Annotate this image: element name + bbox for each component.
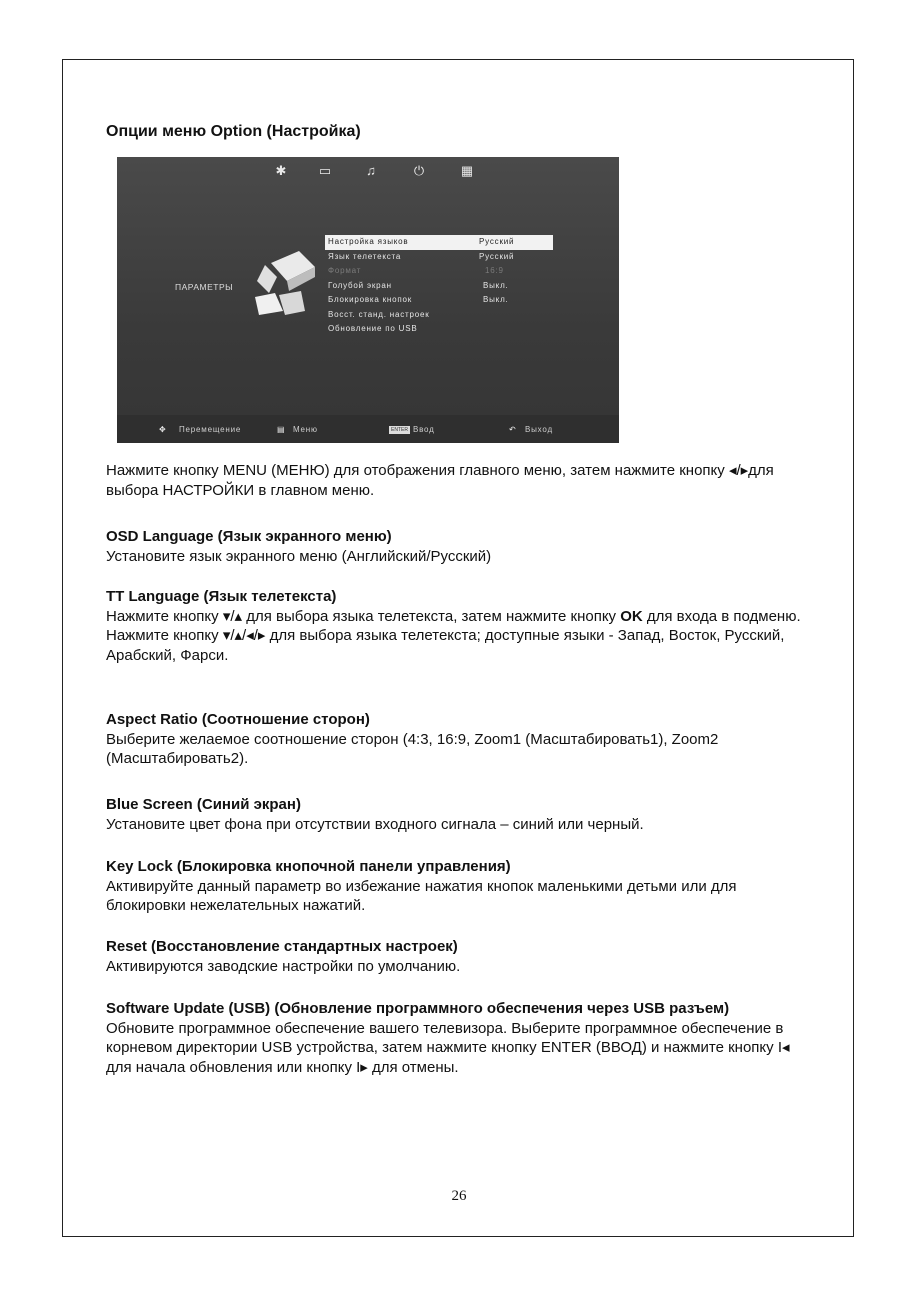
- osd-screenshot: [117, 157, 619, 443]
- section-reset: [106, 937, 806, 976]
- osd-menu-item[interactable]: [325, 250, 553, 265]
- osd-menu-item[interactable]: [325, 279, 553, 294]
- section-key-lock: [106, 857, 806, 916]
- back-arrow-icon: ↶: [509, 425, 517, 434]
- osd-menu-list: [325, 235, 553, 337]
- section-body: Обновите программное обеспечение вашего телевизора. Выберите программное обеспечение в корневом директории USB устройства, затем нажмите кнопку ENTER (ВВОД) и нажмите кнопку I◂ для начала обновления или кнопку I▸ для отмены.: [106, 1019, 790, 1076]
- enter-key-icon: ENTER: [391, 427, 408, 433]
- osd-menu-item[interactable]: [325, 235, 553, 250]
- move-arrows-icon: ✥: [159, 425, 167, 434]
- osd-item-value: Выкл.: [483, 280, 509, 290]
- osd-item-label: Настройка языков: [328, 237, 409, 246]
- osd-menu-item[interactable]: [325, 322, 553, 337]
- page-number: 26: [451, 1188, 467, 1204]
- osd-item-label: Голубой экран: [328, 280, 392, 290]
- section-osd-language: [106, 527, 806, 566]
- osd-item-label: Восст. станд. настроек: [328, 309, 430, 319]
- section-body: [106, 607, 806, 627]
- osd-top-icon-bar: [117, 157, 619, 187]
- settings-illustration-icon: [249, 249, 319, 319]
- section-body: Выберите желаемое соотношение сторон (4:3, 16:9, Zoom1 (Масштабировать1), Zoom2 (Масштабировать2).: [106, 730, 719, 767]
- hint-enter-label: Ввод: [412, 425, 435, 434]
- section-heading: Aspect Ratio (Соотношение сторон): [106, 711, 370, 728]
- hint-exit: Выход: [525, 425, 553, 434]
- osd-item-value: Выкл.: [483, 295, 509, 304]
- osd-menu-item[interactable]: [325, 293, 553, 308]
- menu-icon: ▤: [277, 425, 286, 434]
- section-aspect-ratio: [106, 710, 806, 769]
- osd-item-value: Русский: [479, 251, 515, 261]
- page-title: Опции меню Option (Настройка): [106, 123, 361, 140]
- osd-item-label: Язык телетекста: [328, 251, 402, 261]
- osd-item-value: Русский: [479, 237, 515, 246]
- osd-menu-item: [325, 264, 553, 279]
- section-heading: Key Lock (Блокировка кнопочной панели управления): [106, 858, 511, 875]
- osd-item-label: Блокировка кнопок: [328, 295, 413, 304]
- section-tt-language: [106, 587, 806, 665]
- section-software-update: [106, 999, 806, 1077]
- section-heading: Reset (Восстановление стандартных настроек): [106, 938, 458, 955]
- body-text: Нажмите кнопку ▾/▴ для выбора языка телетекста, затем нажмите кнопку: [106, 607, 621, 625]
- section-body: Активируйте данный параметр во избежание нажатия кнопок маленькими детьми или для блокировки нежелательных нажатий.: [106, 877, 737, 914]
- section-heading: TT Language (Язык телетекста): [106, 588, 337, 605]
- osd-item-label: Формат: [328, 266, 362, 275]
- body-text: для входа в подменю.: [642, 607, 801, 625]
- section-body: Активируются заводские настройки по умолчанию.: [106, 957, 461, 975]
- osd-item-value: 16:9: [485, 266, 504, 275]
- intro-paragraph: Нажмите кнопку MENU (МЕНЮ) для отображения главного меню, затем нажмите кнопку ◂/▸для выбора НАСТРОЙКИ в главном меню.: [106, 462, 774, 499]
- section-body: Установите цвет фона при отсутствии входного сигнала – синий или черный.: [106, 815, 644, 833]
- hint-enter: [389, 425, 435, 434]
- osd-section-label: ПАРАМЕТРЫ: [175, 282, 234, 292]
- osd-menu-item[interactable]: [325, 308, 553, 323]
- hint-menu: Меню: [293, 425, 318, 434]
- section-heading: Blue Screen (Синий экран): [106, 796, 301, 813]
- section-heading: OSD Language (Язык экранного меню): [106, 528, 392, 545]
- gear-icon: ✱: [275, 163, 287, 178]
- hint-move: Перемещение: [179, 425, 242, 434]
- grid-icon: ▦: [460, 163, 474, 178]
- section-blue-screen: [106, 795, 806, 834]
- osd-item-label: Обновление по USB: [328, 324, 418, 333]
- osd-footer-hints: [117, 415, 619, 443]
- clock-icon: ⏻: [413, 163, 425, 178]
- music-icon: ♫: [366, 163, 376, 178]
- section-body: Установите язык экранного меню (Английский/Русский): [106, 547, 492, 565]
- ok-key-label: OK: [620, 607, 643, 625]
- monitor-icon: ▭: [318, 163, 332, 178]
- section-heading: Software Update (USB) (Обновление программного обеспечения через USB разъем): [106, 1000, 730, 1017]
- section-body: Нажмите кнопку ▾/▴/◂/▸ для выбора языка телетекста; доступные языки - Запад, Восток, Русский, Арабский, Фарси.: [106, 627, 785, 664]
